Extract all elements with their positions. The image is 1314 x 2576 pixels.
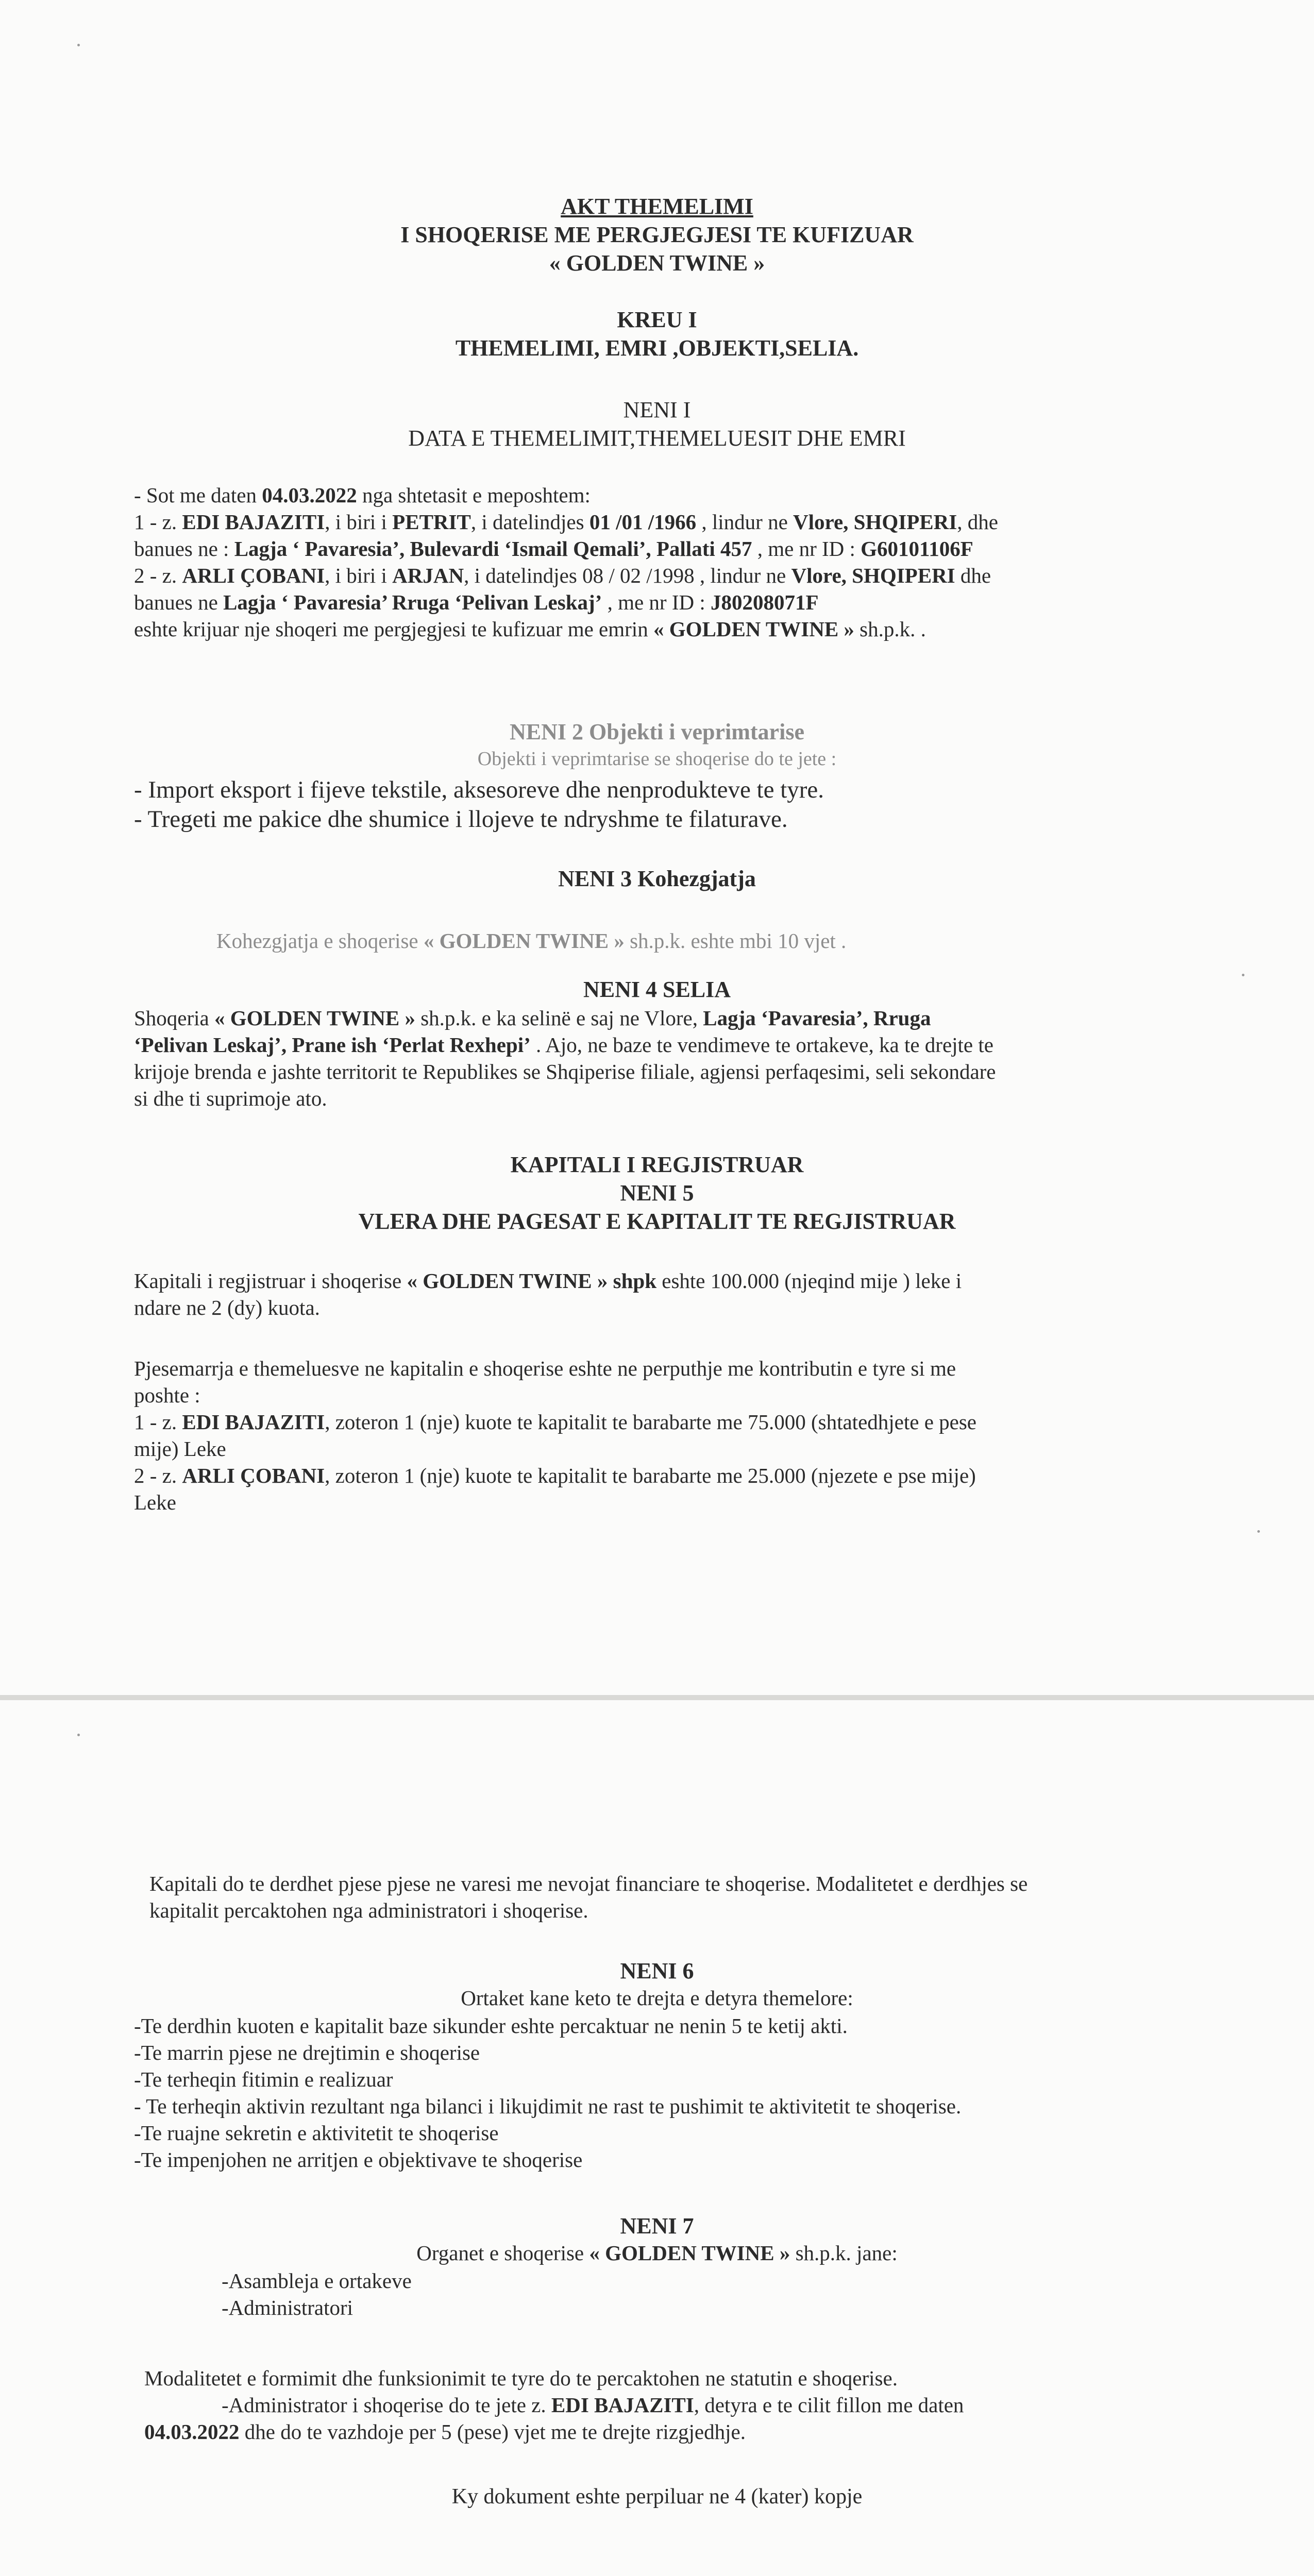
- article-5-number: NENI 5: [620, 1180, 694, 1206]
- article-5-capital: Kapitali i regjistruar i shoqerise « GOLDEN TWINE » shpk eshte 100.000 (njeqind mije ) leke i: [134, 1269, 962, 1293]
- scan-speck: [1257, 1530, 1260, 1533]
- scan-speck: [1242, 974, 1244, 976]
- article-2-intro: Objekti i veprimtarise se shoqerise do te jete :: [477, 748, 837, 770]
- article-5-title: VLERA DHE PAGESAT E KAPITALIT TE REGJISTRUAR: [358, 1209, 956, 1234]
- article-5-capital: ndare ne 2 (dy) kuota.: [134, 1296, 320, 1319]
- article-7-item: -Administratori: [222, 2296, 353, 2319]
- founder-2-residence: banues ne Lagja ‘ Pavaresia’ Rruga ‘Pelivan Leskaj’ , me nr ID : J80208071F: [134, 590, 819, 614]
- administrator-term: 04.03.2022 dhe do te vazhdoje per 5 (pese) vjet me te drejte rizgjedhje.: [144, 2420, 746, 2444]
- article-1-number: NENI I: [623, 397, 691, 422]
- article-6-item: -Te impenjohen ne arritjen e objektivave te shoqerise: [134, 2148, 583, 2172]
- article-4-line: ‘Pelivan Leskaj’, Prane ish ‘Perlat Rexhepi’ . Ajo, ne baze te vendimeve te ortakeve, ka te drejte te: [134, 1033, 993, 1057]
- article-7-text: Modalitetet e formimit dhe funksionimit te tyre do te percaktohen ne statutin e shoqerise.: [144, 2366, 898, 2390]
- article-5-share-1: 1 - z. EDI BAJAZITI, zoteron 1 (nje) kuote te kapitalit te barabarte me 75.000 (shtatedhjete e pese: [134, 1410, 976, 1434]
- article-4-line: Shoqeria « GOLDEN TWINE » sh.p.k. e ka selinë e saj ne Vlore, Lagja ‘Pavaresia’, Rruga: [134, 1006, 931, 1030]
- article-2-item: - Import eksport i fijeve tekstile, aksesoreve dhe nenprodukteve te tyre.: [134, 776, 824, 803]
- founding-date: 04.03.2022: [262, 483, 357, 507]
- article-3-title: NENI 3 Kohezgjatja: [558, 866, 756, 891]
- article-1-intro: - Sot me daten 04.03.2022 nga shtetasit e meposhtem:: [134, 483, 591, 507]
- administrator-line: -Administrator i shoqerise do te jete z. EDI BAJAZITI, detyra e te cilit fillon me daten: [222, 2393, 964, 2417]
- article-5-share-2: Leke: [134, 1490, 176, 1514]
- article-5-share-2: 2 - z. ARLI ÇOBANI, zoteron 1 (nje) kuote te kapitalit te barabarte me 25.000 (njezete e pse mije): [134, 1464, 976, 1487]
- scan-speck: [77, 1734, 80, 1736]
- document-subtitle: I SHOQERISE ME PERGJEGJESI TE KUFIZUAR: [400, 222, 914, 247]
- article-6-item: -Te marrin pjese ne drejtimin e shoqerise: [134, 2041, 480, 2064]
- article-6-item: -Te ruajne sekretin e aktivitetit te shoqerise: [134, 2121, 499, 2145]
- document-page-2: [0, 1700, 1314, 2576]
- founder-1-residence: banues ne : Lagja ‘ Pavaresia’, Bulevardi ‘Ismail Qemali’, Pallati 457 , me nr ID : G60101106F: [134, 537, 973, 561]
- article-2-title: NENI 2 Objekti i veprimtarise: [510, 719, 804, 744]
- article-5-participation: Pjesemarrja e themeluesve ne kapitalin e shoqerise eshte ne perputhje me kontributin e tyre si me: [134, 1357, 956, 1380]
- founder-2-line: 2 - z. ARLI ÇOBANI, i biri i ARJAN, i datelindjes 08 / 02 /1998 , lindur ne Vlore, SHQIPERI dhe: [134, 564, 991, 587]
- scan-speck: [77, 44, 80, 46]
- article-7-intro: Organet e shoqerise « GOLDEN TWINE » sh.p.k. jane:: [416, 2241, 898, 2265]
- article-7-item: -Asambleja e ortakeve: [222, 2269, 412, 2293]
- article-7-number: NENI 7: [620, 2213, 694, 2239]
- article-6-number: NENI 6: [620, 1958, 694, 1984]
- article-6-item: -Te derdhin kuoten e kapitalit baze sikunder eshte percaktuar ne nenin 5 te ketij akti.: [134, 2014, 848, 2038]
- company-creation-line: eshte krijuar nje shoqeri me pergjegjesi te kufizuar me emrin « GOLDEN TWINE » sh.p.k. .: [134, 617, 926, 641]
- article-1-title: DATA E THEMELIMIT,THEMELUESIT DHE EMRI: [408, 426, 906, 451]
- company-heading: « GOLDEN TWINE »: [549, 250, 765, 276]
- article-6-item: -Te terheqin fitimin e realizuar: [134, 2067, 393, 2091]
- founder-1-line: 1 - z. EDI BAJAZITI, i biri i PETRIT, i datelindjes 01 /01 /1966 , lindur ne Vlore, SHQIPERI, dhe: [134, 510, 998, 534]
- capital-heading: KAPITALI I REGJISTRUAR: [510, 1152, 804, 1177]
- article-6-item: - Te terheqin aktivin rezultant nga bilanci i likujdimit ne rast te pushimit te aktivitetit te shoqerise.: [134, 2094, 962, 2118]
- article-6-intro: Ortaket kane keto te drejta e detyra themelore:: [461, 1986, 853, 2010]
- article-4-line: krijoje brenda e jashte territorit te Republikes se Shqiperise filiale, agjensi perfaqesimi, seli sekondare: [134, 1060, 996, 1083]
- closing-statement: Ky dokument eshte perpiluar ne 4 (kater) kopje: [451, 2485, 863, 2509]
- article-5-participation: poshte :: [134, 1383, 200, 1407]
- article-3-text: Kohezgjatja e shoqerise « GOLDEN TWINE » sh.p.k. eshte mbi 10 vjet .: [216, 929, 847, 953]
- capital-payment-text: kapitalit percaktohen nga administratori i shoqerise.: [149, 1899, 588, 1922]
- capital-payment-text: Kapitali do te derdhet pjese pjese ne varesi me nevojat financiare te shoqerise. Modalitetet e derdhjes se: [149, 1872, 1028, 1895]
- page-separator: [0, 1695, 1314, 1700]
- article-4-line: si dhe ti suprimoje ato.: [134, 1087, 327, 1110]
- chapter-title: THEMELIMI, EMRI ,OBJEKTI,SELIA.: [455, 335, 859, 361]
- article-2-item: - Tregeti me pakice dhe shumice i llojeve te ndryshme te filaturave.: [134, 806, 788, 833]
- document-title: AKT THEMELIMI: [561, 194, 753, 219]
- article-5-share-1: mije) Leke: [134, 1437, 226, 1461]
- chapter-number: KREU I: [617, 307, 697, 332]
- article-4-title: NENI 4 SELIA: [583, 977, 731, 1002]
